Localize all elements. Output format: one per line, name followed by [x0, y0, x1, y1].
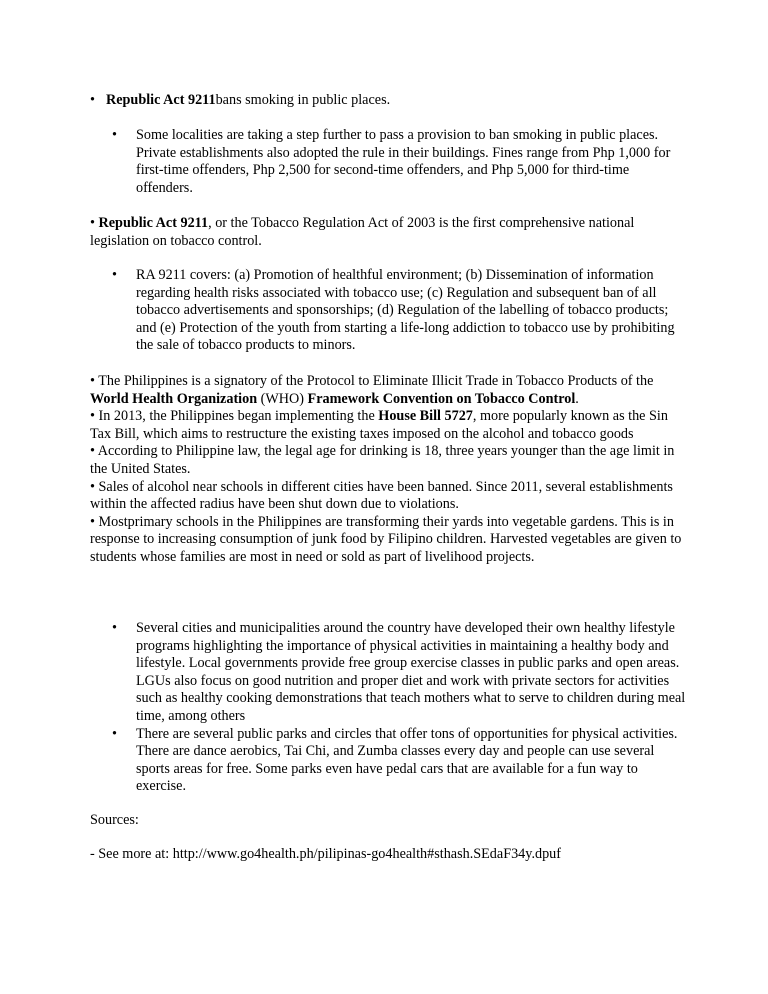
- text-run: .: [575, 390, 579, 407]
- list-item: [90, 726, 686, 796]
- paragraph-group-facts: [90, 373, 686, 567]
- bullet-icon: •: [90, 443, 95, 460]
- bullet-icon: •: [90, 408, 95, 425]
- bold-term: Framework Convention on Tobacco Control: [307, 390, 576, 407]
- bullet-icon: •: [90, 373, 95, 389]
- bullet-icon: •: [112, 267, 117, 283]
- paragraph-alcohol-sales: [90, 479, 686, 514]
- bullet-icon: •: [112, 620, 117, 636]
- sub-bullet-localities: [90, 127, 686, 197]
- paragraph-who-protocol: [90, 373, 686, 408]
- text-run: In 2013, the Philippines began implementing the: [98, 408, 379, 425]
- text-run: According to Philippine law, the legal age for drinking is 18, three years younger than the age limit in the United States.: [90, 443, 675, 477]
- list-item: [90, 620, 686, 726]
- text-run: Some localities are taking a step further to pass a provision to ban smoking in public places. Private establishments also adopted the rule in their buildings. Fines range from Php 1,000 for first-time offenders, Php 2,500 for second-time offenders, and Php 5,000 for third-time offenders.: [136, 127, 671, 196]
- paragraph-sin-tax-bill: [90, 408, 686, 443]
- bullet-icon: •: [90, 215, 95, 231]
- text-run: (WHO): [257, 390, 308, 407]
- text-run: RA 9211 covers: (a) Promotion of healthful environment; (b) Dissemination of information regarding health risks associated with tobacco use; (c) Regulation and subsequent ban of all tobacco advertisements and sponsorships; (d) Regulation of the labelling of tobacco products; and (e) Protection of the youth from starting a life-long addiction to tobacco use by prohibiting the sale of tobacco products to minors.: [136, 267, 675, 354]
- paragraph-drinking-age: [90, 443, 686, 478]
- paragraph-tobacco-regulation-act: [90, 215, 686, 250]
- bullet-icon: •: [112, 127, 117, 143]
- text-run: Several cities and municipalities around the country have developed their own healthy lifestyle programs highlighting the importance of physical activities in maintaining a healthy body and lifestyle. Local governments provide free group exercise classes in public parks and open areas. LGUs also focus on good nutrition and proper diet and work with private sectors for activities such as healthy cooking demonstrations that teach mothers what to serve to children during meal time, among others: [136, 620, 686, 724]
- bold-term: House Bill 5727: [378, 408, 473, 425]
- healthy-lifestyle-list: [90, 620, 686, 796]
- text-run: Sales of alcohol near schools in different cities have been banned. Since 2011, several establishments within the affected radius have been shut down due to violations.: [90, 478, 673, 513]
- text-run: , more popularly known as the Sin Tax Bill, which aims to restructure the existing taxes imposed on the alcohol and tobacco goods: [90, 408, 668, 442]
- bullet-icon: •: [90, 478, 95, 495]
- paragraph-ra9211-ban: [90, 92, 686, 110]
- bullet-icon: •: [90, 92, 95, 108]
- text-run: There are several public parks and circles that offer tons of opportunities for physical activities. There are dance aerobics, Tai Chi, and Zumba classes every day and people can use several sports areas for free. Some parks even have pedal cars that are available for a fun way to exercise.: [136, 725, 678, 795]
- text-run: Mostprimary schools in the Philippines are transforming their yards into vegetable gardens. This is in response to increasing consumption of junk food by Filipino children. Harvested vegetables are given to students whose families are most in need or sold as part of livelihood projects.: [90, 513, 682, 565]
- sources-label: Sources:: [90, 812, 139, 828]
- bullet-icon: •: [90, 513, 95, 530]
- text-run: , or the Tobacco Regulation Act of 2003 is the first comprehensive national legislation on tobacco control.: [90, 215, 635, 249]
- bullet-icon: •: [112, 725, 117, 742]
- bold-term: Republic Act 9211: [106, 92, 216, 108]
- sub-bullet-ra9211-covers: [90, 267, 686, 355]
- text-run: The Philippines is a signatory of the Protocol to Eliminate Illicit Trade in Tobacco Products of the: [98, 373, 654, 389]
- text-run: bans smoking in public places.: [215, 92, 391, 108]
- see-more-link[interactable]: - See more at: http://www.go4health.ph/pilipinas-go4health#sthash.SEdaF34y.dpuf: [90, 846, 562, 862]
- bold-term: World Health Organization: [90, 390, 258, 407]
- paragraph-vegetable-gardens: [90, 514, 686, 567]
- bold-term: Republic Act 9211: [98, 215, 209, 231]
